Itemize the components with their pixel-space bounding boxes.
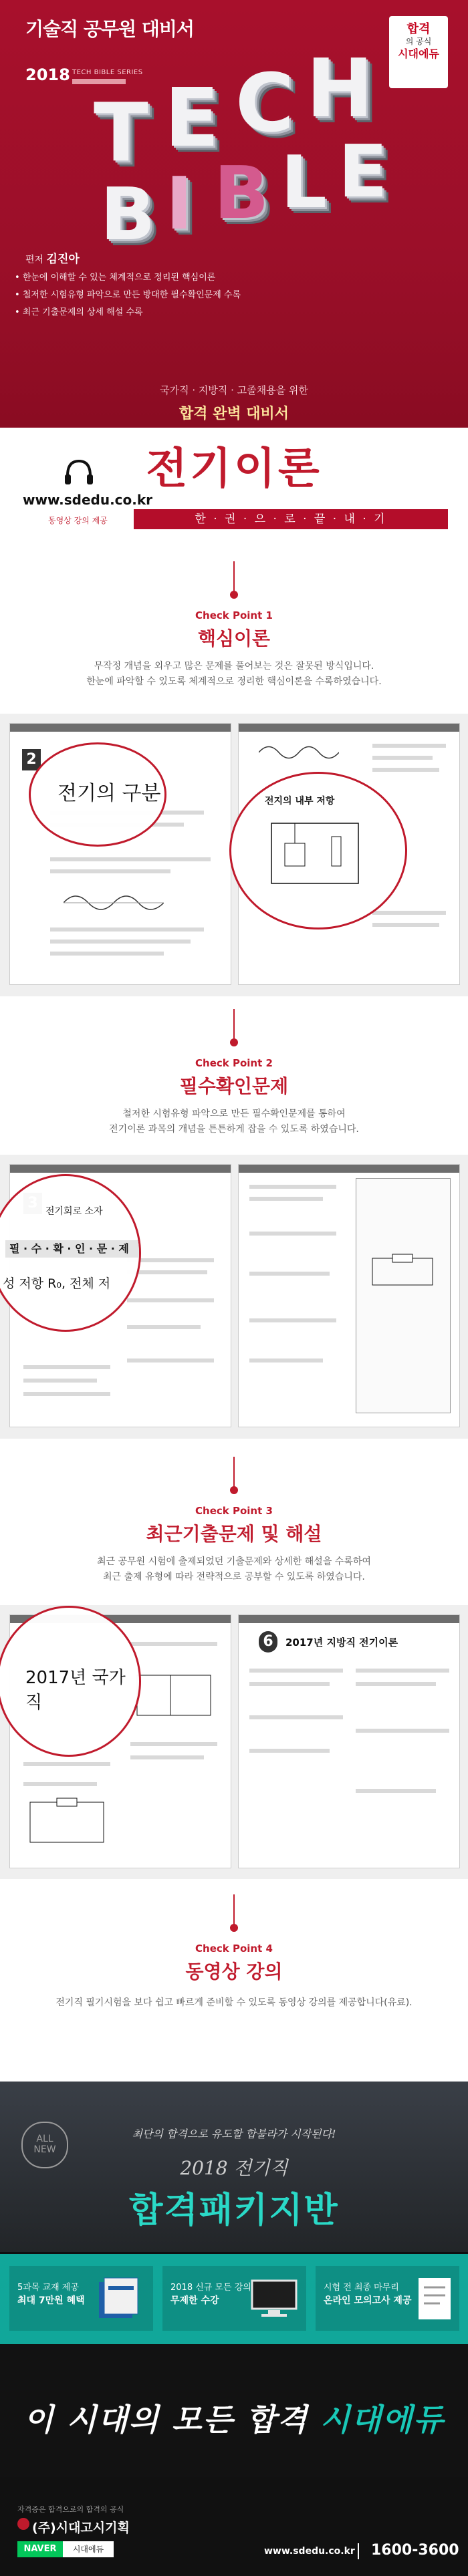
- magnified-section-strip: 필 · 수 · 확 · 인 · 문 · 제: [5, 1240, 141, 1258]
- divider-line: [233, 561, 235, 593]
- text-line: [50, 952, 164, 956]
- checkpoint-label: Check Point 1: [195, 609, 273, 621]
- text-line: [356, 1789, 436, 1793]
- page-header: [10, 724, 231, 732]
- checkpoint-title: 필수확인문제: [179, 1075, 289, 1097]
- slogan: [0, 2396, 468, 2440]
- all-new-line: NEW: [33, 2144, 56, 2155]
- checkpoint-title: 동영상 강의: [185, 1961, 283, 1983]
- naver-search-query[interactable]: 시대에듀: [63, 2541, 114, 2557]
- checkpoint-label: Check Point 2: [195, 1057, 273, 1069]
- footer-phone[interactable]: 1600-3600: [371, 2542, 459, 2559]
- checkpoint-desc-line: 한눈에 파악할 수 있도록 체계적으로 정리한 핵심이론을 수록하였습니다.: [86, 676, 382, 687]
- checkpoint-desc-line: 최근 출제 유형에 따라 전략적으로 공부할 수 있도록 하였습니다.: [103, 1572, 365, 1582]
- benefit-highlight-text: 온라인 모의고사 제공: [324, 2295, 412, 2306]
- text-line: [372, 756, 433, 760]
- text-line: [249, 1669, 343, 1673]
- logo-text-3: 시대에듀: [398, 47, 439, 60]
- tagline-bar: 한 · 권 · 으 · 로 · 끝 · 내 · 기: [134, 509, 448, 529]
- checkpoint-desc-line: 전기이론 과목의 개념을 튼튼하게 잡을 수 있도록 하였습니다.: [109, 1124, 359, 1135]
- benefit-line: 5과목 교재 제공: [17, 2283, 79, 2293]
- divider-dot: [230, 591, 238, 599]
- company-logo-icon: [17, 2518, 29, 2530]
- battery-circuit-diagram: [258, 817, 372, 897]
- sample-page-right: [238, 1614, 460, 1868]
- sample-page-right: [238, 723, 460, 985]
- divider-line: [233, 1894, 235, 1926]
- checkpoint-desc-line: 전기직 필기시험을 보다 쉽고 빠르게 준비할 수 있도록 동영상 강의를 제공합니다(유료).: [55, 1997, 413, 2008]
- text-line: [130, 1755, 204, 1759]
- text-line: [127, 1358, 214, 1363]
- footer-website-link[interactable]: www.sdedu.co.kr: [264, 2546, 355, 2557]
- magnifier-circle: [229, 772, 407, 929]
- checkpoint-label: Check Point 3: [195, 1505, 273, 1517]
- magnifier-circle: [29, 742, 166, 847]
- sample-page-left: [9, 1614, 231, 1868]
- text-line: [249, 1318, 336, 1322]
- magnified-subheading: 전지의 내부 저항: [265, 796, 335, 807]
- benefit-highlight: [17, 2295, 85, 2307]
- company-name: (주)시대고시기획: [32, 2521, 130, 2535]
- text-line: [23, 1762, 110, 1766]
- bible-letter-b2: B: [214, 152, 269, 235]
- text-line: [23, 1365, 110, 1369]
- text-line: [249, 1272, 330, 1276]
- text-line: [249, 1715, 343, 1719]
- sample-pages-3: [0, 1605, 468, 1879]
- text-line: [23, 1392, 110, 1396]
- divider-line: [233, 1009, 235, 1041]
- checkpoint-title: 최근기출문제 및 해설: [146, 1523, 322, 1545]
- text-line: [130, 1642, 217, 1646]
- answer-box: [356, 1178, 451, 1413]
- bible-letter-l: L: [281, 141, 327, 225]
- chapter-badge: 6: [259, 1631, 277, 1653]
- text-line: [249, 1749, 330, 1753]
- magnified-text: 성 저항 R₀, 전체 저: [3, 1276, 111, 1291]
- series-underline: [72, 79, 126, 84]
- footer-separator: [358, 2543, 359, 2559]
- author-prefix: 편저: [25, 255, 44, 265]
- package-title: 합격패키지반: [129, 2190, 339, 2231]
- magnified-heading: 전기의 구분: [57, 782, 161, 805]
- hero-section: [0, 0, 468, 555]
- benefit-line: 2018 신규 모든 강의: [170, 2283, 251, 2293]
- benefit-card-books: [9, 2266, 153, 2331]
- checkpoint-desc-line: 최근 공무원 시험에 출제되었던 기출문제와 상세한 해설을 수록하여: [97, 1556, 371, 1567]
- benefit-highlight: [170, 2295, 219, 2307]
- text-line: [372, 923, 439, 927]
- page-header: [10, 1165, 231, 1173]
- sample-page-left: [3, 1164, 231, 1427]
- bible-letter-i: I: [166, 162, 193, 246]
- text-line: [249, 1232, 336, 1236]
- divider-dot: [230, 1038, 238, 1046]
- tech-letter-e: E: [164, 72, 219, 165]
- bible-letter-e: E: [338, 130, 388, 214]
- benefit-card-unlimited: [162, 2266, 306, 2331]
- feature-bullet: • 한눈에 이해할 수 있는 체계적으로 정리된 핵심이론: [15, 270, 215, 283]
- magnified-heading: 전기회로 소자: [45, 1206, 103, 1217]
- text-line: [249, 1358, 323, 1363]
- sample-page-left: [9, 723, 231, 985]
- chapter-badge: 2: [22, 749, 41, 770]
- headphone-icon: [64, 458, 94, 486]
- sub-tagline: 합격 완벽 대비서: [179, 406, 289, 422]
- divider-line: [233, 1457, 235, 1489]
- author-line: [25, 249, 80, 266]
- slogan-brand: 시대에듀: [320, 2402, 445, 2438]
- bible-letter-b1: B: [100, 173, 156, 257]
- monitor-icon: [249, 2278, 299, 2319]
- sample-page-right: [238, 1164, 460, 1427]
- tech-letter-h: H: [306, 43, 374, 136]
- exam-paper-icon: [416, 2275, 453, 2322]
- text-line: [249, 1185, 336, 1189]
- series-en: TECH BIBLE SERIES: [72, 69, 143, 76]
- video-lecture-note: 동영상 강의 제공: [48, 516, 108, 525]
- text-line: [50, 869, 170, 873]
- brand-logo[interactable]: [389, 16, 448, 88]
- tech-letter-c: C: [235, 57, 295, 150]
- text-line: [372, 744, 446, 748]
- checkpoint-desc-line: 철저한 시험유형 파악으로 만든 필수확인문제를 통하여: [122, 1109, 346, 1119]
- all-new-line: ALL: [36, 2134, 53, 2144]
- magnifier-circle: [0, 1174, 141, 1332]
- target-exams: 국가직 · 지방직 · 고졸채용을 위한: [160, 384, 308, 396]
- slogan-text: 이 시대의 모든 합격: [23, 2402, 308, 2438]
- exam-heading: 2017년 지방직 전기이론: [285, 1636, 398, 1649]
- website-link[interactable]: www.sdedu.co.kr: [23, 492, 153, 508]
- text-line: [356, 1669, 449, 1673]
- tech-letter-t: T: [94, 87, 148, 180]
- logo-text-1: 합격: [406, 22, 431, 36]
- benefit-highlight-text: 무제한 수강: [170, 2295, 219, 2306]
- package-year: 2018 전기직: [180, 2157, 288, 2179]
- sine-wave-figure: [259, 741, 339, 764]
- text-line: [130, 1742, 217, 1746]
- magnifier-circle: [0, 1606, 141, 1757]
- benefit-card-mock-exam: [316, 2266, 459, 2331]
- page-header: [239, 1615, 459, 1623]
- text-line: [50, 940, 191, 944]
- books-icon: [95, 2275, 142, 2322]
- benefit-highlight: [324, 2295, 411, 2307]
- sample-pages-2: [0, 1155, 468, 1439]
- text-line: [23, 1379, 97, 1383]
- text-line: [356, 1682, 436, 1686]
- text-line: [356, 1729, 449, 1733]
- sine-wave-figure: [64, 889, 164, 916]
- package-subtitle: 최단의 합격으로 유도할 합불라가 시작된다!: [132, 2128, 336, 2140]
- circuit-diagram: [23, 1796, 110, 1849]
- benefit-highlight-text: 최대 7만원 혜택: [17, 2295, 85, 2306]
- magnified-heading: 2017년 국가직: [25, 1668, 126, 1713]
- text-line: [249, 1682, 330, 1686]
- logo-text-2: 의 공식: [405, 37, 432, 46]
- divider-dot: [230, 1924, 238, 1932]
- circuit-diagram: [366, 1252, 439, 1292]
- book-title: 전기이론: [146, 444, 322, 494]
- benefit-line: 시험 전 최종 마무리: [324, 2283, 399, 2293]
- checkpoint-label: Check Point 4: [195, 1943, 273, 1955]
- text-line: [127, 1325, 201, 1329]
- page-header: [239, 1165, 459, 1173]
- text-line: [372, 768, 439, 772]
- text-line: [50, 857, 211, 861]
- text-line: [127, 1298, 214, 1302]
- sample-pages-1: [0, 714, 468, 996]
- text-line: [372, 911, 446, 915]
- text-line: [249, 1197, 323, 1201]
- checkpoint-title: 핵심이론: [197, 627, 271, 650]
- feature-bullet: • 철저한 시험유형 파악으로 만든 방대한 필수확인문제 수록: [15, 287, 241, 300]
- naver-badge[interactable]: NAVER: [17, 2541, 63, 2557]
- text-line: [50, 927, 204, 932]
- divider-dot: [230, 1486, 238, 1494]
- series-title: 기술직 공무원 대비서: [25, 18, 194, 40]
- page-header: [239, 724, 459, 732]
- feature-bullet: • 최근 기출문제의 상세 해설 수록: [15, 305, 143, 317]
- circuit-diagram: [130, 1669, 217, 1722]
- year-label: 2018: [25, 65, 70, 84]
- footer-tagline: 자격증은 합격으로의 합격의 공식: [17, 2505, 124, 2514]
- author-name: 김진아: [46, 253, 80, 266]
- text-line: [23, 1782, 97, 1786]
- checkpoint-desc-line: 무작정 개념을 외우고 많은 문제를 풀어보는 것은 잘못된 방식입니다.: [94, 661, 374, 672]
